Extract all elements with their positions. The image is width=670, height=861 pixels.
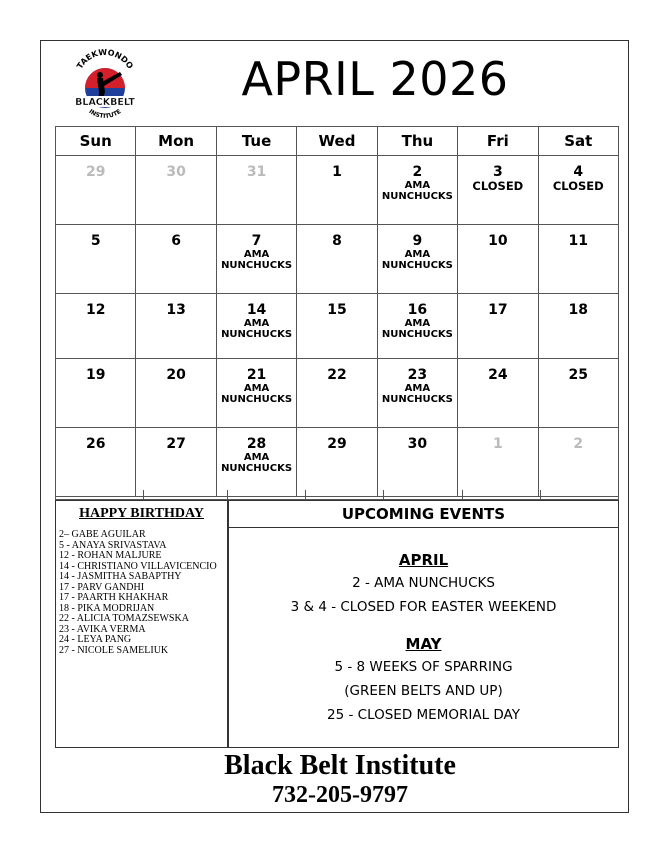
calendar-day-cell [297,428,377,497]
day-number: 2 [412,164,423,180]
day-event-text: AMA [404,383,431,394]
calendar-day-cell [136,294,216,359]
page-title: APRIL 2026 [241,52,509,106]
svg-text:TAEKWONDO [75,48,135,71]
day-number: 29 [85,164,106,180]
may-heading: MAY [405,635,442,653]
day-event-text: CLOSED [472,179,524,193]
logo-text-main: BLACKBELT [75,97,135,108]
day-number: 11 [568,233,588,249]
calendar-day-cell [458,294,538,359]
day-number: 8 [332,233,342,249]
day-event-text: NUNCHUCKS [381,260,453,271]
day-number: 6 [171,233,181,249]
upcoming-events-box [228,500,619,748]
day-number: 17 [488,302,508,318]
day-number: 27 [166,436,186,452]
calendar-day-cell [56,225,136,294]
day-event-text: CLOSED [552,179,604,193]
calendar-day-cell [377,156,457,225]
day-number: 5 [90,233,101,249]
calendar-day-cell [377,225,457,294]
calendar-day-cell [216,156,296,225]
day-event-text: AMA [404,249,431,260]
upcoming-events-heading: UPCOMING EVENTS [229,501,618,528]
header-fri: Fri [458,127,538,156]
header-thu: Thu [377,127,457,156]
calendar-day-cell [538,294,618,359]
calendar-day-cell [538,428,618,497]
calendar-day-cell [136,225,216,294]
day-number: 31 [246,164,267,180]
day-number: 26 [85,436,106,452]
april-heading: APRIL [398,551,449,569]
birthday-heading: HAPPY BIRTHDAY [79,506,204,521]
day-number: 29 [327,436,347,452]
day-event-text: AMA [404,318,431,329]
calendar-day-cell [458,359,538,428]
calendar-day-cell [458,225,538,294]
day-number: 12 [85,302,106,318]
birthday-item: 14 - JASMITHA SABAPTHY [59,571,182,582]
day-number: 28 [246,436,267,452]
day-number: 15 [327,302,347,318]
header-mon: Mon [136,127,216,156]
calendar-day-cell [297,225,377,294]
day-number: 23 [407,367,428,383]
day-event-text: NUNCHUCKS [221,463,293,474]
calendar-day-cell [56,359,136,428]
april-event-2: 3 & 4 - CLOSED FOR EASTER WEEKEND [290,599,557,615]
calendar-week-row [56,294,619,359]
day-number: 13 [166,302,186,318]
april-event-1: 2 - AMA NUNCHUCKS [352,575,495,591]
institute-phone: 732-205-9797 [272,782,408,808]
day-number: 1 [492,436,503,452]
taekwondo-logo [70,48,140,120]
day-number: 16 [407,302,428,318]
calendar-day-cell [56,294,136,359]
day-number: 2 [573,436,584,452]
birthday-item: 2– GABE AGUILAR [59,529,146,540]
birthday-item: 17 - PARV GANDHI [59,581,145,593]
calendar-day-cell [136,359,216,428]
birthday-list [59,530,227,656]
birthday-item: 5 - ANAYA SRIVASTAVA [59,539,167,551]
day-number: 20 [166,367,186,383]
day-event-text: NUNCHUCKS [221,329,293,340]
calendar-day-cell [458,428,538,497]
birthday-item: 18 - PIKA MODRIJAN [59,602,155,614]
calendar-day-cell [216,359,296,428]
day-number: 21 [246,367,267,383]
may-event-1: 5 - 8 WEEKS OF SPARRING [334,659,513,675]
day-number: 24 [488,367,508,383]
calendar-day-cell [216,225,296,294]
day-event-text: AMA [243,249,270,260]
birthday-item: 12 - ROHAN MALJURE [59,550,162,561]
birthday-item: 24 - LEYA PANG [59,634,132,645]
logo-text-top: TAEKWONDO [75,48,135,71]
day-event-text: NUNCHUCKS [381,394,453,405]
calendar-day-cell [377,294,457,359]
calendar-week-row [56,359,619,428]
calendar-day-cell [136,428,216,497]
calendar-week-row [56,428,619,497]
day-event-text: NUNCHUCKS [221,260,293,271]
day-number: 30 [407,436,428,452]
calendar-spacer-row [55,490,619,500]
day-number: 22 [327,367,347,383]
day-event-text: AMA [404,180,431,191]
calendar-day-cell [216,294,296,359]
day-event-text: NUNCHUCKS [381,329,453,340]
calendar-header-row [56,127,619,156]
day-number: 10 [488,233,508,249]
day-number: 14 [246,302,267,318]
calendar-grid [55,126,619,497]
may-event-3: 25 - CLOSED MEMORIAL DAY [327,707,520,723]
header-tue: Tue [216,127,296,156]
calendar-week-row [56,225,619,294]
day-number: 25 [568,367,588,383]
header-sun: Sun [56,127,136,156]
may-event-2: (GREEN BELTS AND UP) [344,683,503,699]
calendar-day-cell [297,359,377,428]
day-number: 18 [568,302,588,318]
day-event-text: NUNCHUCKS [381,191,453,202]
day-event-text: NUNCHUCKS [221,394,293,405]
calendar-day-cell [56,156,136,225]
svg-text:INSTITUTE [88,108,123,120]
calendar-day-cell [377,359,457,428]
calendar-day-cell [538,225,618,294]
institute-name: Black Belt Institute [224,750,456,781]
calendar-day-cell [538,156,618,225]
birthday-item: 23 - AVIKA VERMA [59,623,146,635]
calendar-day-cell [56,428,136,497]
calendar-day-cell [297,294,377,359]
day-event-text: AMA [243,383,270,394]
calendar-day-cell [377,428,457,497]
birthday-item: 27 - NICOLE SAMELIUK [59,644,169,656]
birthday-item: 17 - PAARTH KHAKHAR [59,592,169,603]
day-number: 9 [412,233,423,249]
day-number: 3 [492,164,503,180]
day-number: 4 [573,164,584,180]
day-event-text: AMA [243,452,270,463]
calendar-day-cell [136,156,216,225]
logo-text-bottom: INSTITUTE [87,108,123,120]
header-wed: Wed [297,127,377,156]
day-number: 1 [332,164,342,180]
day-event-text: AMA [243,318,270,329]
day-number: 7 [251,233,262,249]
calendar-day-cell [297,156,377,225]
calendar-day-cell [458,156,538,225]
birthday-item: 22 - ALICIA TOMAZSEWSKA [59,613,189,624]
calendar-day-cell [538,359,618,428]
header-sat: Sat [538,127,618,156]
calendar-week-row [56,156,619,225]
birthday-box [55,500,228,748]
day-number: 19 [85,367,106,383]
day-number: 30 [166,164,186,180]
birthday-item: 14 - CHRISTIANO VILLAVICENCIO [59,560,217,572]
calendar-day-cell [216,428,296,497]
